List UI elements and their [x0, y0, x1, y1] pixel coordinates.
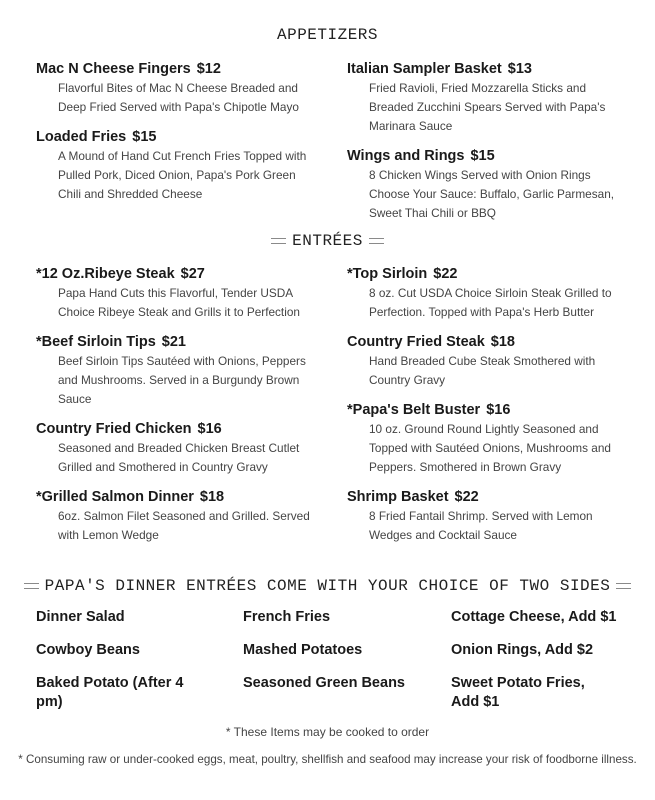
item-name: *Papa's Belt Buster — [347, 402, 481, 418]
side-item: Seasoned Green Beans — [243, 675, 405, 691]
item-description: 10 oz. Ground Round Lightly Seasoned and Topped with Sautéed Onions, Mushrooms and Peppers. Smothered in Brown Gravy — [369, 422, 611, 474]
item-price: $21 — [161, 334, 186, 350]
appetizers-heading — [0, 26, 655, 44]
entrees-right-column — [347, 265, 632, 556]
entrees-title: ENTRÉES — [292, 232, 363, 250]
sides-title: PAPA'S DINNER ENTRÉES COME WITH YOUR CHOICE OF TWO SIDES — [44, 577, 611, 595]
item-name: Italian Sampler Basket — [347, 61, 502, 77]
item-name: Country Fried Chicken — [36, 421, 192, 437]
menu-item — [36, 488, 321, 545]
item-description: Fried Ravioli, Fried Mozzarella Sticks and Breaded Zucchini Spears Served with Papa's Marinara Sauce — [369, 81, 606, 133]
item-description: Flavorful Bites of Mac N Cheese Breaded and Deep Fried Served with Papa's Chipotle Mayo — [58, 81, 299, 114]
item-description: Beef Sirloin Tips Sautéed with Onions, Peppers and Mushrooms. Served in a Burgundy Brown Sauce — [58, 354, 306, 406]
item-name: Mac N Cheese Fingers — [36, 61, 191, 77]
item-price: $15 — [470, 148, 495, 164]
menu-item — [347, 147, 632, 223]
menu-item — [36, 265, 321, 322]
appetizers-right-column — [347, 60, 632, 234]
side-item: Cowboy Beans — [36, 642, 140, 658]
item-price: $18 — [199, 489, 225, 505]
menu-item — [347, 401, 632, 477]
side-item: Onion Rings, Add $2 — [451, 642, 594, 658]
item-price: $12 — [196, 61, 221, 77]
menu-item — [36, 333, 321, 409]
item-price: $22 — [433, 266, 458, 282]
appetizers-title: APPETIZERS — [276, 26, 378, 44]
side-item: Cottage Cheese, Add $1 — [451, 609, 617, 625]
item-price: $18 — [490, 334, 515, 350]
item-description: 6oz. Salmon Filet Seasoned and Grilled. Served with Lemon Wedge — [58, 509, 310, 542]
item-description: 8 oz. Cut USDA Choice Sirloin Steak Grilled to Perfection. Topped with Papa's Herb Butter — [369, 286, 612, 319]
item-description: Seasoned and Breaded Chicken Breast Cutlet Grilled and Smothered in Country Gravy — [58, 441, 300, 474]
item-name: *Grilled Salmon Dinner — [36, 489, 194, 505]
item-price: $16 — [486, 402, 511, 418]
item-name: *Beef Sirloin Tips — [36, 334, 156, 350]
sides-heading — [0, 577, 655, 595]
item-name: Country Fried Steak — [347, 334, 485, 350]
divider — [369, 238, 384, 244]
divider — [24, 583, 39, 589]
item-description: Papa Hand Cuts this Flavorful, Tender USDA Choice Ribeye Steak and Grills it to Perfection — [58, 286, 300, 319]
side-item: Mashed Potatoes — [243, 642, 363, 658]
entrees-left-column — [36, 265, 321, 556]
item-name: *Top Sirloin — [347, 266, 428, 282]
side-item: Baked Potato (After 4 pm) — [36, 675, 184, 710]
menu-item — [347, 488, 632, 545]
menu-item — [347, 333, 632, 390]
menu-item — [347, 265, 632, 322]
menu-item — [36, 60, 321, 117]
side-item: Dinner Salad — [36, 609, 125, 625]
item-price: $22 — [454, 489, 479, 505]
side-item: Sweet Potato Fries, Add $1 — [451, 675, 585, 710]
item-price: $27 — [180, 266, 205, 282]
item-name: *12 Oz.Ribeye Steak — [36, 266, 175, 282]
cooked-to-order-note: * These Items may be cooked to order — [225, 725, 430, 739]
item-name: Loaded Fries — [36, 129, 127, 145]
item-name: Shrimp Basket — [347, 489, 449, 505]
item-price: $15 — [132, 129, 157, 145]
divider — [271, 238, 286, 244]
foodborne-warning: * Consuming raw or under-cooked eggs, meat, poultry, shellfish and seafood may increase your risk of foodborne illness. — [18, 753, 637, 766]
item-description: 8 Chicken Wings Served with Onion Rings Choose Your Sauce: Buffalo, Garlic Parmesan, Sweet Thai Chili or BBQ — [369, 168, 615, 220]
entrees-heading — [0, 232, 655, 250]
menu-item — [36, 128, 321, 204]
appetizers-left-column — [36, 60, 321, 215]
item-description: A Mound of Hand Cut French Fries Topped with Pulled Pork, Diced Onion, Papa's Pork Green Chili and Shredded Cheese — [58, 149, 307, 201]
divider — [616, 583, 631, 589]
side-item: French Fries — [243, 609, 331, 625]
item-description: Hand Breaded Cube Steak Smothered with Country Gravy — [369, 354, 596, 387]
menu-item — [347, 60, 632, 136]
item-price: $16 — [197, 421, 222, 437]
item-price: $13 — [507, 61, 532, 77]
item-name: Wings and Rings — [347, 148, 465, 164]
item-description: 8 Fried Fantail Shrimp. Served with Lemon Wedges and Cocktail Sauce — [369, 509, 593, 542]
menu-item — [36, 420, 321, 477]
